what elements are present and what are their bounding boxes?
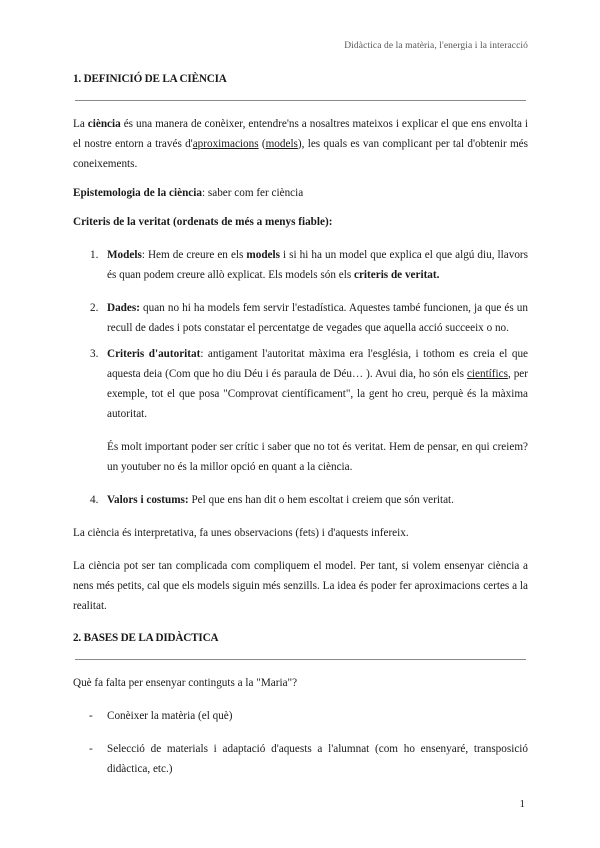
running-header: Didàctica de la matèria, l'energia i la interacció <box>344 41 528 51</box>
underlined-term: científics <box>466 368 508 380</box>
list-item <box>73 298 528 338</box>
bold-term: ciència <box>87 118 121 130</box>
underlined-term: aproximacions <box>192 138 259 150</box>
list-item <box>73 739 528 779</box>
interpretive-paragraph: La ciència és interpretativa, fa unes observacions (fets) i d'aquests infereix. <box>73 527 409 539</box>
list-item-text: Conèixer la matèria (el què) <box>107 710 233 722</box>
list-number: 4. <box>90 494 99 506</box>
list-item <box>73 344 528 477</box>
list-number: 1. <box>90 249 99 261</box>
list-item <box>73 490 528 510</box>
heading-divider <box>75 100 526 101</box>
text-span: La <box>73 118 88 130</box>
text-span: Pel que ens han dit o hem escoltat i creiem que són veritat. <box>188 494 454 506</box>
list-dash: - <box>89 710 93 722</box>
text-span: ), les quals es van complicant per tal d'obtenir més coneixements. <box>73 138 528 170</box>
bold-term: Models <box>107 249 142 261</box>
epistemology-line <box>73 183 528 203</box>
heading-divider <box>75 659 526 660</box>
bold-term: Criteris de la veritat (ordenats de més a menys fiable): <box>73 216 333 228</box>
list-number: 3. <box>90 348 99 360</box>
list-number: 2. <box>90 302 99 314</box>
bold-term: criteris de veritat. <box>354 269 440 281</box>
critical-thinking-note: És molt important poder ser crític i saber que no tot és veritat. Hem de pensar, en qui creiem? un youtuber no és la millor opció en quant a la ciència. <box>107 441 528 473</box>
bold-term: Epistemologia de la ciència <box>73 187 202 199</box>
question-line: Què fa falta per ensenyar continguts a la "Maria"? <box>73 677 298 689</box>
page-content <box>73 70 528 779</box>
requirements-list <box>73 706 528 779</box>
page-number: 1 <box>519 798 525 810</box>
text-span: és una manera de conèixer, entendre'ns a nosaltres mateixos i explicar el que ens envolta i el nostre entorn a través d' <box>73 118 528 150</box>
list-item <box>73 245 528 285</box>
section-heading-didactics: 2. BASES DE LA DIDÀCTICA <box>73 632 219 644</box>
complexity-paragraph: La ciència pot ser tan complicada com compliquem el model. Per tant, si volem ensenyar ciència a nens més petits, cal que els models siguin més senzills. La idea és poder fer aproximacions certes a la realitat. <box>73 560 528 612</box>
section-heading-definition: 1. DEFINICIÓ DE LA CIÈNCIA <box>73 73 227 85</box>
bold-term: Criteris d'autoritat <box>107 348 201 360</box>
bold-term: Valors i costums: <box>107 494 189 506</box>
text-span: : antigament l'autoritat màxima era l'església, i tothom es creia el que aquesta deia (Com que ho diu Déu i és paraula de Déu… ). Avui dia, ho són els <box>107 348 528 380</box>
text-span: , per exemple, tot el que posa "Comprovat científicament", la gent ho creu, perquè és la màxima autoritat. <box>107 368 528 420</box>
text-span: : Hem de creure en els <box>141 249 247 261</box>
list-item <box>73 706 528 726</box>
underlined-term: models <box>265 138 298 150</box>
criteria-heading <box>73 212 528 232</box>
intro-paragraph <box>73 114 528 174</box>
text-span: i si hi ha un model que explica el que algú diu, llavors és quan podem creure allò explicat. Els models són els <box>107 249 529 281</box>
bold-term: Dades: <box>107 302 140 314</box>
criteria-list <box>73 245 528 510</box>
list-dash: - <box>89 743 93 755</box>
list-item-text: Selecció de materials i adaptació d'aquests a l'alumnat (com ho ensenyaré, transposició didàctica, etc.) <box>107 743 528 775</box>
text-span: quan no hi ha models fem servir l'estadística. Aquestes també funcionen, ja que és un recull de dades i pots constatar el percentatge de vegades que aquella acció succeeix o no. <box>107 302 528 334</box>
bold-term: models <box>246 249 280 261</box>
text-span: ( <box>258 138 266 150</box>
text-span: : saber com fer ciència <box>201 187 304 199</box>
